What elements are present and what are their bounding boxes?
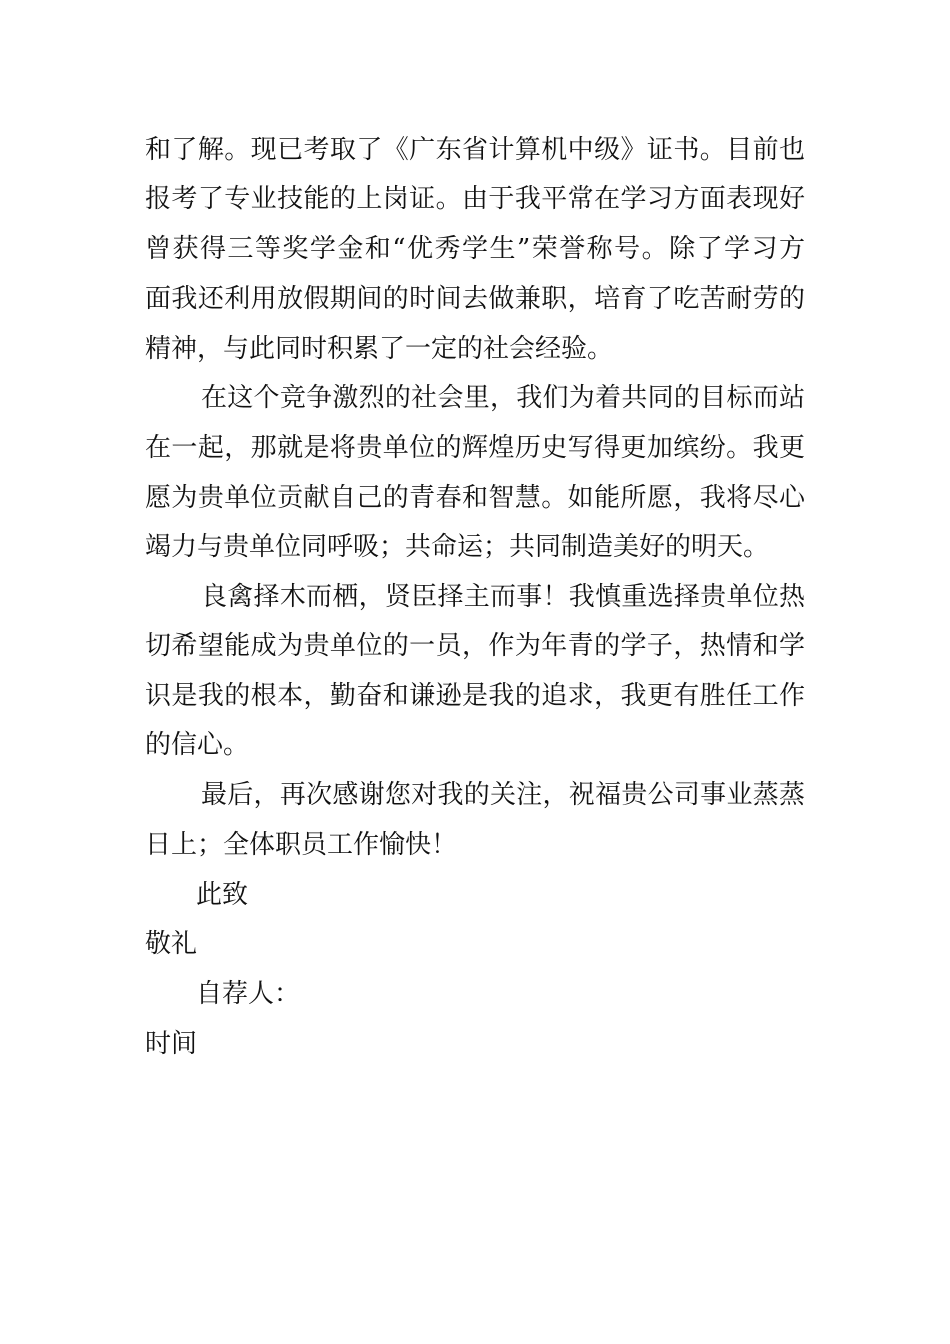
paragraph-2-line-3: 愿为贵单位贡献自己的青春和智慧。如能所愿，我将尽心: [145, 483, 805, 513]
signer-label: 自荐人：: [196, 979, 301, 1009]
paragraph-1-line-3: 曾获得三等奖学金和“优秀学生”荣誉称号。除了学习方: [145, 234, 805, 264]
paragraph-2-line-1: 在这个竞争激烈的社会里，我们为着共同的目标而站: [201, 383, 805, 413]
paragraph-4-line-2: 日上；全体职员工作愉快！: [145, 830, 458, 860]
paragraph-1-line-2: 报考了专业技能的上岗证。由于我平常在学习方面表现好: [145, 184, 805, 214]
paragraph-1-line-5: 精神，与此同时积累了一定的社会经验。: [145, 334, 614, 364]
paragraph-3-line-2: 切希望能成为贵单位的一员，作为年青的学子，热情和学: [145, 631, 805, 661]
paragraph-1-line-4: 面我还利用放假期间的时间去做兼职，培育了吃苦耐劳的: [145, 284, 805, 314]
paragraph-3-line-1: 良禽择木而栖，贤臣择主而事！我慎重选择贵单位热: [201, 582, 805, 612]
paragraph-1-line-1: 和了解。现已考取了《广东省计算机中级》证书。目前也: [145, 135, 805, 165]
paragraph-3-line-4: 的信心。: [145, 730, 250, 760]
paragraph-2-line-2: 在一起，那就是将贵单位的辉煌历史写得更加缤纷。我更: [145, 433, 805, 463]
paragraph-4-line-1: 最后，再次感谢您对我的关注，祝福贵公司事业蒸蒸: [201, 780, 805, 810]
salutation-open: 此致: [196, 880, 249, 910]
date-label: 时间: [145, 1029, 198, 1059]
paragraph-3-line-3: 识是我的根本，勤奋和谦逊是我的追求，我更有胜任工作: [145, 681, 805, 711]
salutation-close: 敬礼: [145, 929, 198, 959]
paragraph-2-line-4: 竭力与贵单位同呼吸；共命运；共同制造美好的明天。: [145, 532, 770, 562]
